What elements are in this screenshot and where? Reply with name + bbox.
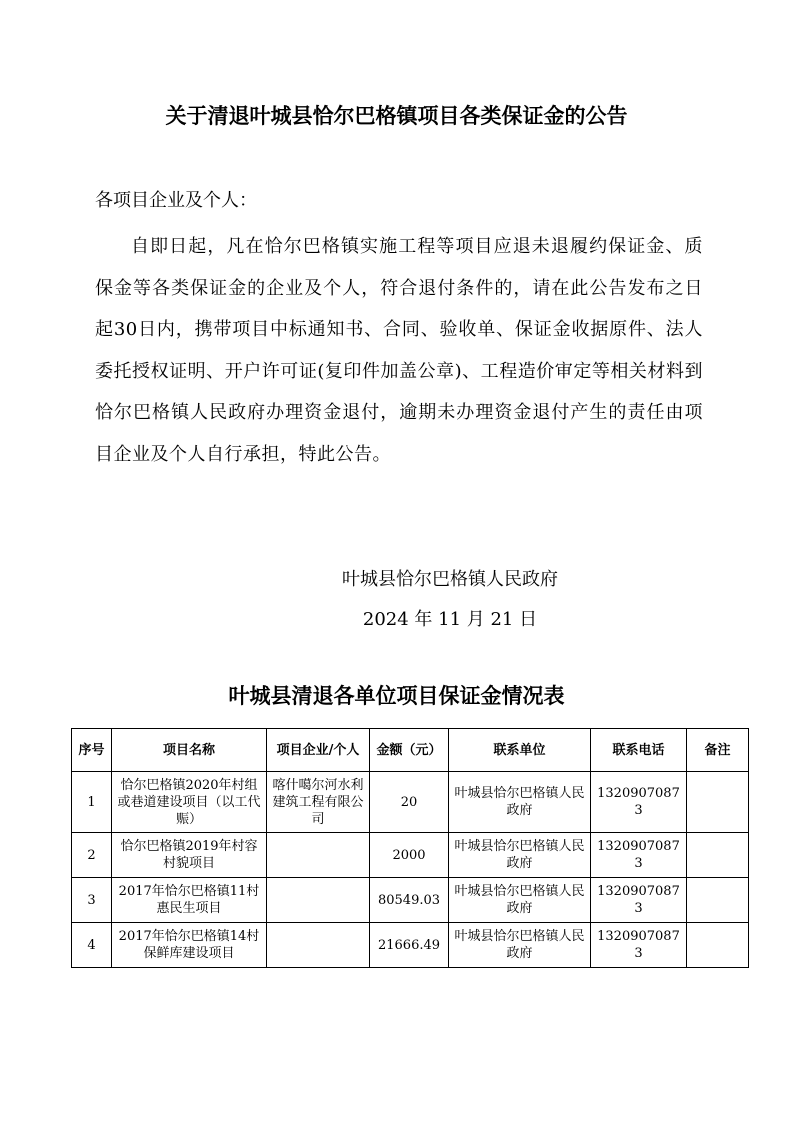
- cell-company: 喀什噶尔河水利建筑工程有限公司: [267, 772, 370, 833]
- bond-table: [71, 728, 749, 968]
- cell-no: 4: [72, 923, 112, 968]
- signature-block: [310, 560, 590, 640]
- signature-date: 2024 年 11 月 21 日: [362, 609, 538, 630]
- table-row: [72, 833, 749, 878]
- salutation: 各项目企业及个人：: [95, 190, 257, 211]
- header-remark: 备注: [687, 729, 749, 772]
- cell-remark: [687, 833, 749, 878]
- table-row: [72, 878, 749, 923]
- cell-company: [267, 833, 370, 878]
- cell-project: 2017年恰尔巴格镇14村保鲜库建设项目: [112, 923, 267, 968]
- header-phone: 联系电话: [591, 729, 687, 772]
- header-company: 项目企业/个人: [267, 729, 370, 772]
- header-unit: 联系单位: [449, 729, 591, 772]
- cell-amount: 2000: [370, 833, 449, 878]
- cell-project: 恰尔巴格镇2019年村容村貌项目: [112, 833, 267, 878]
- table-row: [72, 923, 749, 968]
- cell-project: 2017年恰尔巴格镇11村惠民生项目: [112, 878, 267, 923]
- cell-unit: 叶城县恰尔巴格镇人民政府: [449, 833, 591, 878]
- cell-amount: 20: [370, 772, 449, 833]
- cell-no: 3: [72, 878, 112, 923]
- cell-no: 1: [72, 772, 112, 833]
- cell-amount: 21666.49: [370, 923, 449, 968]
- header-no: 序号: [72, 729, 112, 772]
- signature-organization: 叶城县恰尔巴格镇人民政府: [342, 569, 558, 590]
- cell-project: 恰尔巴格镇2020年村组或巷道建设项目（以工代赈）: [112, 772, 267, 833]
- cell-company: [267, 923, 370, 968]
- cell-remark: [687, 772, 749, 833]
- header-project: 项目名称: [112, 729, 267, 772]
- cell-unit: 叶城县恰尔巴格镇人民政府: [449, 878, 591, 923]
- table-header-row: [72, 729, 749, 772]
- cell-no: 2: [72, 833, 112, 878]
- cell-remark: [687, 878, 749, 923]
- cell-remark: [687, 923, 749, 968]
- notice-body: 自即日起，凡在恰尔巴格镇实施工程等项目应退未退履约保证金、质保金等各类保证金的企业及个人，符合退付条件的，请在此公告发布之日起30日内，携带项目中标通知书、合同、验收单、保证金收据原件、法人委托授权证明、开户许可证(复印件加盖公章)、工程造价审定等相关材料到恰尔巴格镇人民政府办理资金退付，逾期未办理资金退付产生的责任由项目企业及个人自行承担，特此公告。: [95, 236, 703, 465]
- cell-company: [267, 878, 370, 923]
- table-row: [72, 772, 749, 833]
- cell-phone: 13209070873: [591, 878, 687, 923]
- notice-title: 关于清退叶城县恰尔巴格镇项目各类保证金的公告: [165, 103, 628, 128]
- cell-phone: 13209070873: [591, 833, 687, 878]
- cell-phone: 13209070873: [591, 923, 687, 968]
- header-amount: 金额（元）: [370, 729, 449, 772]
- cell-unit: 叶城县恰尔巴格镇人民政府: [449, 772, 591, 833]
- table-title: 叶城县清退各单位项目保证金情况表: [228, 683, 565, 708]
- cell-phone: 13209070873: [591, 772, 687, 833]
- cell-unit: 叶城县恰尔巴格镇人民政府: [449, 923, 591, 968]
- cell-amount: 80549.03: [370, 878, 449, 923]
